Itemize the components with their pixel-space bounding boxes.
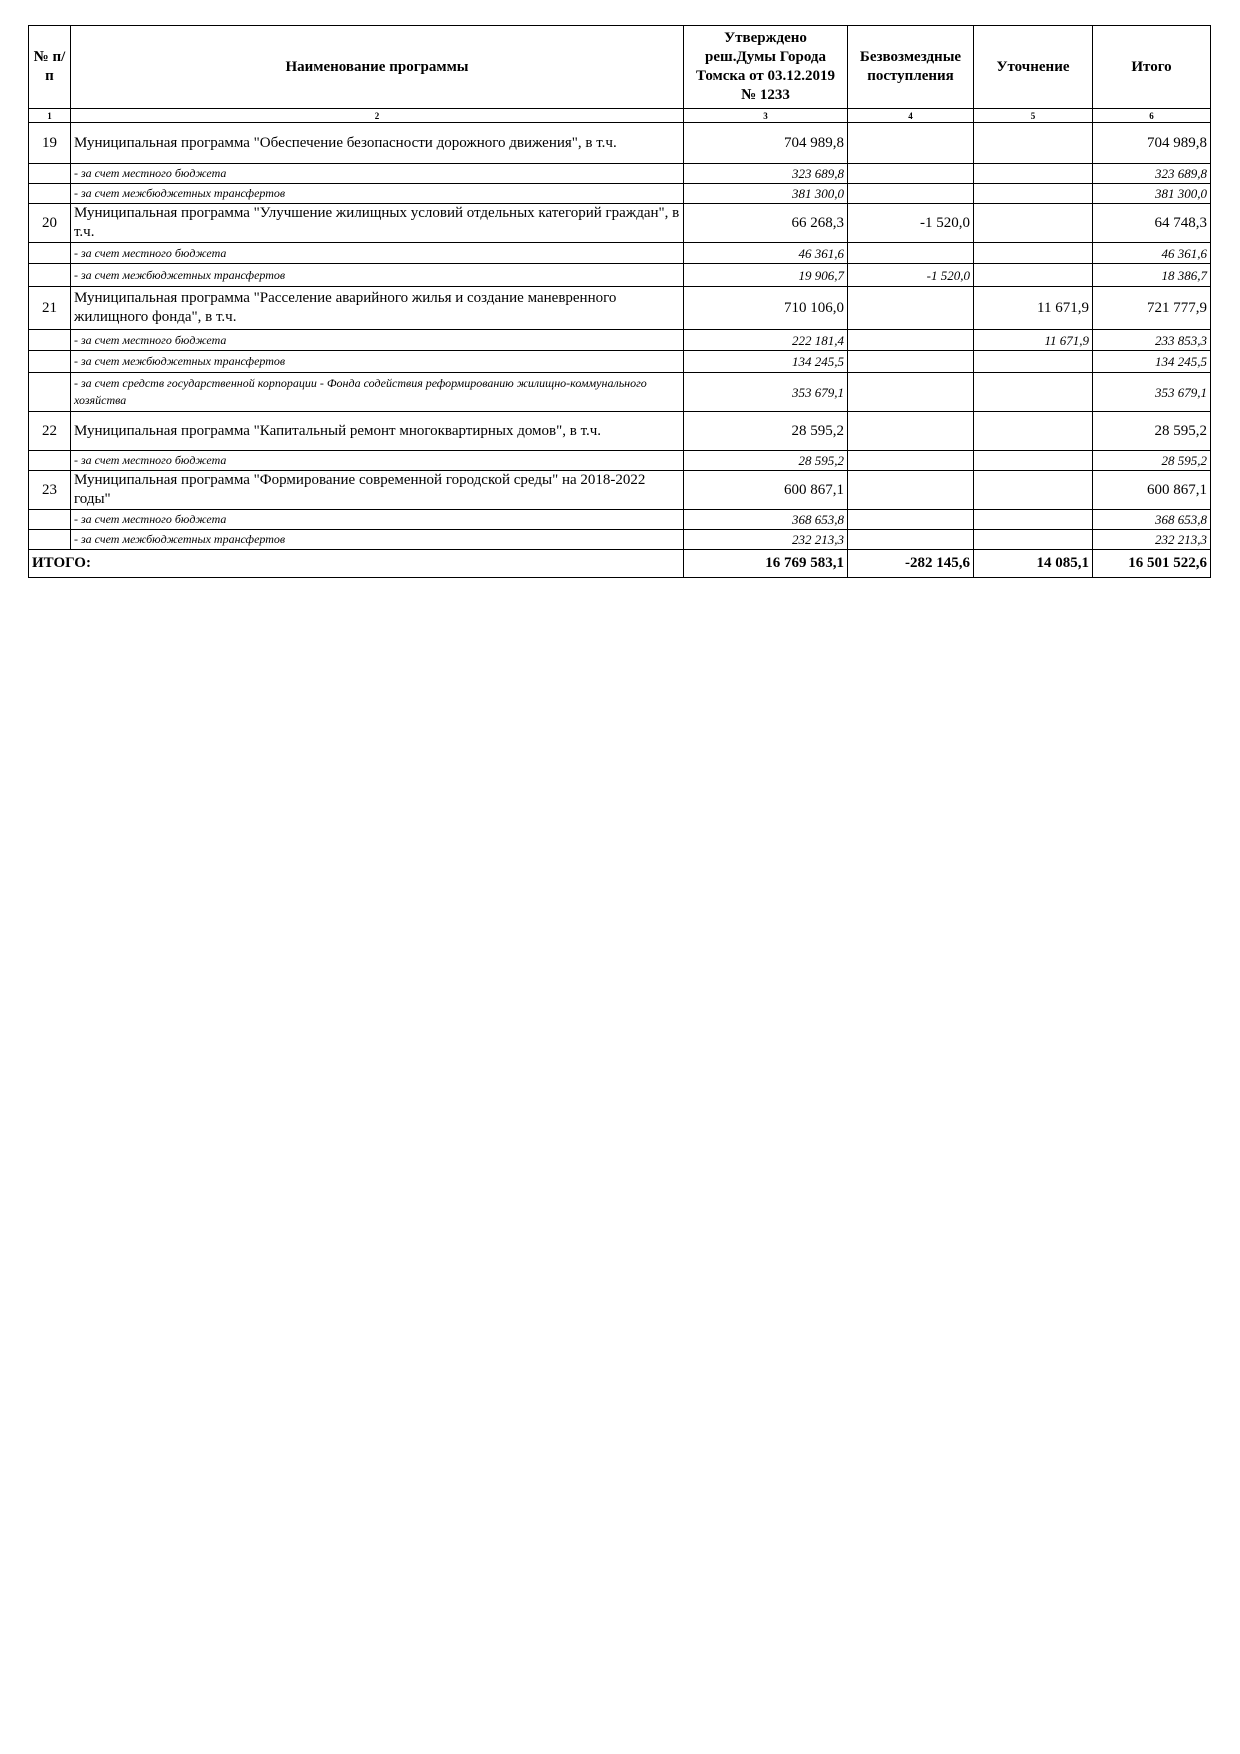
clarification-value	[974, 164, 1093, 184]
header-grants: Безвозмездные поступления	[848, 26, 974, 109]
total-value: 368 653,8	[1093, 510, 1211, 530]
total-value: 28 595,2	[1093, 451, 1211, 471]
total-value: 232 213,3	[1093, 530, 1211, 550]
grants-value	[848, 373, 974, 412]
totals-grants: -282 145,6	[848, 550, 974, 578]
approved-value: 710 106,0	[684, 287, 848, 330]
row-number	[29, 264, 71, 287]
total-value: 28 595,2	[1093, 412, 1211, 451]
grants-value	[848, 123, 974, 164]
funding-source-row	[29, 184, 1211, 204]
program-row	[29, 204, 1211, 243]
approved-value: 353 679,1	[684, 373, 848, 412]
program-name: - за счет межбюджетных трансфертов	[71, 351, 684, 373]
program-name: - за счет местного бюджета	[71, 330, 684, 351]
row-number: 19	[29, 123, 71, 164]
total-value: 64 748,3	[1093, 204, 1211, 243]
total-value: 721 777,9	[1093, 287, 1211, 330]
header-clarification: Уточнение	[974, 26, 1093, 109]
totals-total: 16 501 522,6	[1093, 550, 1211, 578]
approved-value: 368 653,8	[684, 510, 848, 530]
header-program-name: Наименование программы	[71, 26, 684, 109]
program-name: - за счет местного бюджета	[71, 510, 684, 530]
row-number	[29, 243, 71, 264]
grants-value	[848, 351, 974, 373]
program-name: - за счет местного бюджета	[71, 243, 684, 264]
column-number: 4	[848, 109, 974, 123]
clarification-value	[974, 351, 1093, 373]
column-number: 5	[974, 109, 1093, 123]
clarification-value	[974, 243, 1093, 264]
row-number: 21	[29, 287, 71, 330]
column-number: 3	[684, 109, 848, 123]
header-num: № п/п	[29, 26, 71, 109]
row-number: 20	[29, 204, 71, 243]
approved-value: 704 989,8	[684, 123, 848, 164]
column-number: 2	[71, 109, 684, 123]
row-number	[29, 373, 71, 412]
row-number: 23	[29, 471, 71, 510]
grants-value	[848, 510, 974, 530]
row-number	[29, 510, 71, 530]
clarification-value	[974, 204, 1093, 243]
total-value: 600 867,1	[1093, 471, 1211, 510]
program-row	[29, 412, 1211, 451]
clarification-value: 11 671,9	[974, 330, 1093, 351]
program-name: - за счет межбюджетных трансфертов	[71, 184, 684, 204]
funding-source-row	[29, 164, 1211, 184]
clarification-value	[974, 451, 1093, 471]
funding-source-row	[29, 243, 1211, 264]
grants-value	[848, 530, 974, 550]
grants-value	[848, 471, 974, 510]
total-value: 323 689,8	[1093, 164, 1211, 184]
totals-approved: 16 769 583,1	[684, 550, 848, 578]
program-name: Муниципальная программа "Улучшение жилищных условий отдельных категорий граждан", в т.ч.	[71, 204, 684, 243]
approved-value: 222 181,4	[684, 330, 848, 351]
program-name: Муниципальная программа "Капитальный ремонт многоквартирных домов", в т.ч.	[71, 412, 684, 451]
clarification-value	[974, 184, 1093, 204]
total-value: 134 245,5	[1093, 351, 1211, 373]
funding-source-row	[29, 530, 1211, 550]
program-name: - за счет межбюджетных трансфертов	[71, 264, 684, 287]
approved-value: 19 906,7	[684, 264, 848, 287]
clarification-value	[974, 530, 1093, 550]
grants-value	[848, 451, 974, 471]
grants-value	[848, 243, 974, 264]
approved-value: 232 213,3	[684, 530, 848, 550]
clarification-value	[974, 412, 1093, 451]
approved-value: 323 689,8	[684, 164, 848, 184]
approved-value: 66 268,3	[684, 204, 848, 243]
total-value: 704 989,8	[1093, 123, 1211, 164]
funding-source-row	[29, 373, 1211, 412]
total-value: 381 300,0	[1093, 184, 1211, 204]
row-number	[29, 184, 71, 204]
program-name: Муниципальная программа "Расселение аварийного жилья и создание маневренного жилищного фонда", в т.ч.	[71, 287, 684, 330]
row-number	[29, 351, 71, 373]
grants-value: -1 520,0	[848, 264, 974, 287]
total-value: 353 679,1	[1093, 373, 1211, 412]
clarification-value	[974, 373, 1093, 412]
row-number	[29, 530, 71, 550]
totals-clarification: 14 085,1	[974, 550, 1093, 578]
column-number: 6	[1093, 109, 1211, 123]
program-name: - за счет местного бюджета	[71, 164, 684, 184]
approved-value: 134 245,5	[684, 351, 848, 373]
funding-source-row	[29, 451, 1211, 471]
approved-value: 28 595,2	[684, 451, 848, 471]
program-name: - за счет средств государственной корпорации - Фонда содействия реформированию жилищно-коммунального хозяйства	[71, 373, 684, 412]
clarification-value	[974, 510, 1093, 530]
column-number: 1	[29, 109, 71, 123]
column-numbers-row	[29, 109, 1211, 123]
row-number	[29, 330, 71, 351]
program-name: - за счет межбюджетных трансфертов	[71, 530, 684, 550]
program-row	[29, 287, 1211, 330]
table-body	[29, 123, 1211, 550]
approved-value: 600 867,1	[684, 471, 848, 510]
header-total: Итого	[1093, 26, 1211, 109]
row-number	[29, 451, 71, 471]
grants-value	[848, 164, 974, 184]
header-approved: Утверждено реш.Думы Города Томска от 03.12.2019 № 1233	[684, 26, 848, 109]
row-number: 22	[29, 412, 71, 451]
total-value: 46 361,6	[1093, 243, 1211, 264]
grants-value	[848, 330, 974, 351]
table-header-row	[29, 26, 1211, 109]
funding-source-row	[29, 264, 1211, 287]
program-name: - за счет местного бюджета	[71, 451, 684, 471]
total-value: 233 853,3	[1093, 330, 1211, 351]
approved-value: 381 300,0	[684, 184, 848, 204]
clarification-value	[974, 471, 1093, 510]
program-row	[29, 123, 1211, 164]
total-value: 18 386,7	[1093, 264, 1211, 287]
clarification-value	[974, 264, 1093, 287]
funding-source-row	[29, 351, 1211, 373]
program-name: Муниципальная программа "Обеспечение безопасности дорожного движения", в т.ч.	[71, 123, 684, 164]
approved-value: 46 361,6	[684, 243, 848, 264]
program-row	[29, 471, 1211, 510]
row-number	[29, 164, 71, 184]
budget-programs-table	[28, 25, 1211, 578]
grants-value	[848, 412, 974, 451]
grants-value	[848, 184, 974, 204]
approved-value: 28 595,2	[684, 412, 848, 451]
program-name: Муниципальная программа "Формирование современной городской среды" на 2018-2022 годы"	[71, 471, 684, 510]
grants-value	[848, 287, 974, 330]
clarification-value	[974, 123, 1093, 164]
funding-source-row	[29, 330, 1211, 351]
clarification-value: 11 671,9	[974, 287, 1093, 330]
funding-source-row	[29, 510, 1211, 530]
grants-value: -1 520,0	[848, 204, 974, 243]
totals-row	[29, 550, 1211, 578]
totals-label: ИТОГО:	[29, 550, 684, 578]
